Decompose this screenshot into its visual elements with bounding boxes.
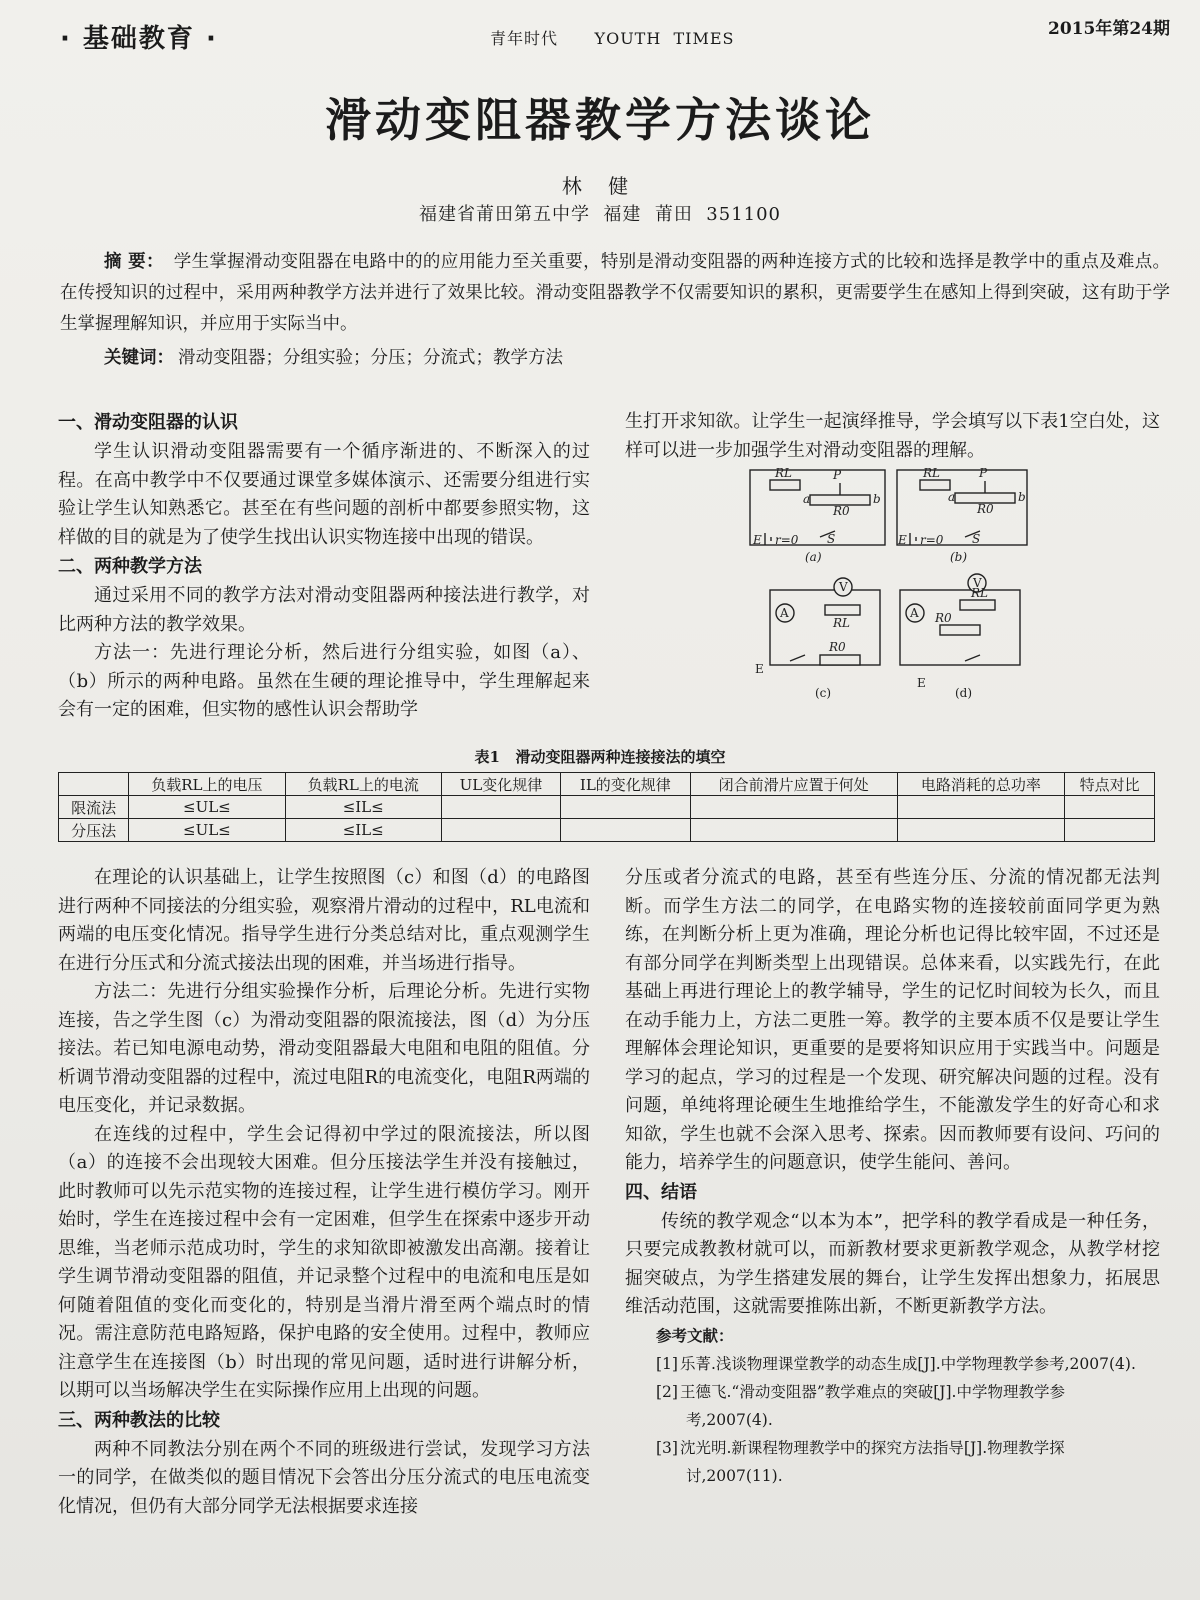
keywords [60,344,1160,369]
label-b-RL: RL [923,466,941,480]
paragraph: 方法一：先进行理论分析，然后进行分组实验，如图（a）、（b）所示的两种电路。虽然在生硬的理论推导中，学生理解起来会有一定的困难，但实物的感性认识会帮助学 [58,642,590,720]
paragraph: 在理论的认识基础上，让学生按照图（c）和图（d）的电路图进行两种不同接法的分组实验，观察滑片滑动的过程中，RL电流和两端的电压变化情况。指导学生进行分类总结对比，重点观测学生在进行分压式和分流式接法出现的困难，并当场进行指导。 [58,867,590,974]
circuit-figures [745,465,1165,710]
section-tag: · 基础教育 · [60,24,218,54]
circuit-c-R0-resistor [820,655,860,665]
article-author: 林 健 [561,174,639,198]
caption-d: (d) [955,686,973,700]
label-c-RL: RL [833,616,851,630]
table-cell [897,819,1065,842]
label-b-S: S [972,532,981,546]
keywords-text: 滑动变阻器；分组实验；分压；分流式；教学方法 [178,348,563,368]
label-d-R0: R0 [935,611,952,625]
label-b-r0: r=0 [920,533,944,547]
circuit-c-switch [790,655,805,661]
reference-continuation: 讨,2007(11). [686,1467,783,1485]
label-b-E: E [898,533,907,547]
label-a-S: S [827,532,836,546]
label-c-E: E [755,662,764,676]
circuit-b-RL-resistor [920,480,950,490]
table-cell [690,819,897,842]
table-header-cell: IL的变化规律 [560,773,690,796]
table-cell [441,796,560,819]
references-label: 参考文献： [656,1325,734,1345]
circuit-c-wire-frame [770,590,880,665]
table-row [59,819,1155,842]
label-a-R0: R0 [833,504,850,518]
caption-a: (a) [805,550,822,564]
reference-continuation: 考,2007(4). [686,1411,773,1429]
abstract-label: 摘 要： [104,252,164,272]
abstract-text: 学生掌握滑动变阻器在电路中的的应用能力至关重要，特别是滑动变阻器的两种连接方式的比较和选择是教学中的重点及难点。在传授知识的过程中，采用两种教学方法并进行了效果比较。滑动变阻器教学不仅需要知识的累积，更需要学生在感知上得到突破，这有助于学生掌握理解知识，并应用于实际当中。 [60,252,1171,334]
column-upper-left [58,408,590,725]
paragraph: 学生认识滑动变阻器需要有一个循序渐进的、不断深入的过程。在高中教学中不仅要通过课堂多媒体演示、还需要分组进行实验让学生认知熟悉它。甚至在有些问题的剖析中都要参照实物，这样做的目的就是为了使学生找出认识实物连接中出现的错误。 [58,441,590,548]
paragraph: 生打开求知欲。让学生一起演绎推导，学会填写以下表1空白处，这样可以进一步加强学生对滑动变阻器的理解。 [625,411,1160,461]
circuit-c-RL-resistor [825,605,860,615]
table-cell: ≤IL≤ [285,796,441,819]
label-c-R0: R0 [829,640,846,654]
label-a-a: a [803,492,811,506]
paragraph: 两种不同教法分别在两个不同的班级进行尝试，发现学习方法一的同学，在做类似的题目情况下会答出分压分流式的电压电流变化情况，但仍有大部分同学无法根据要求连接 [58,1438,590,1517]
table-header-cell: 特点对比 [1065,773,1155,796]
table-cell [690,796,897,819]
table-cell: 限流法 [59,796,129,819]
label-d-E: E [917,676,926,690]
circuit-d-R0-resistor [940,625,980,635]
label-b-b: b [1018,490,1026,504]
label-c-A: A [780,606,789,620]
fill-in-table [58,772,1155,842]
reference-list [625,1350,1160,1490]
journal-name: 青年时代 YOUTH TIMES [490,29,735,48]
label-a-E: E [753,533,762,547]
label-b-P: P [979,466,988,480]
reference-number: [3] [656,1439,678,1457]
keywords-label: 关键词： [104,348,174,368]
circuit-b [897,470,1027,545]
table-cell: ≤IL≤ [285,819,441,842]
section-heading: 一、滑动变阻器的认识 [58,412,238,433]
caption-c: (c) [815,686,832,700]
reference-text: 沈光明.新课程物理教学中的探究方法指导[J].物理教学探 [679,1439,1065,1457]
reference-item [625,1350,1160,1378]
author-affiliation: 福建省莆田第五中学 福建 莆田 351100 [418,204,782,225]
reference-number: [1] [656,1355,678,1373]
table-header-cell: 闭合前滑片应置于何处 [690,773,897,796]
label-a-b: b [873,492,881,506]
label-b-a: a [948,490,956,504]
label-c-V: V [839,580,848,594]
caption-b: (b) [950,550,968,564]
table-cell: ≤UL≤ [129,796,285,819]
reference-item [625,1378,1160,1406]
issue-number: 2015年第24期 [1048,19,1170,39]
page-header [0,14,1200,54]
column-lower-right [625,864,1160,1490]
column-lower-left [58,864,590,1521]
table-cell [441,819,560,842]
paragraph: 传统的教学观念“以本为本”，把学科的教学看成是一种任务，只要完成教教材就可以，而新教材要求更新教学观念，从教学材挖掘突破点，为学生搭建发展的舞台，让学生发挥出想象力，拓展思维活动范围，这就需要推陈出新，不断更新教学方法。 [625,1210,1160,1317]
table-row [59,773,1155,796]
label-d-A: A [910,606,919,620]
reference-text: 王德飞.“滑动变阻器”教学难点的突破[J].中学物理教学参 [679,1383,1065,1401]
label-d-RL: RL [971,586,989,600]
table-cell [560,796,690,819]
table-header-cell: 负载RL上的电压 [129,773,285,796]
label-d-V: V [973,576,982,590]
circuit-d-RL-resistor [960,600,995,610]
circuit-c [770,578,880,665]
table-header-cell: 电路消耗的总功率 [897,773,1065,796]
table-row [59,796,1155,819]
circuit-d-switch [965,655,980,661]
section-heading: 四、结语 [625,1181,697,1203]
label-a-r0: r=0 [775,533,799,547]
table-header-cell: UL变化规律 [441,773,560,796]
reference-number: [2] [656,1383,678,1401]
table-cell: 分压法 [59,819,129,842]
section-heading: 二、两种教学方法 [58,556,202,577]
circuit-b-wire-frame [897,470,1027,545]
label-a-P: P [833,468,842,482]
label-b-R0: R0 [977,502,994,516]
table-cell [1065,819,1155,842]
circuit-a-RL-resistor [770,480,800,490]
column-upper-right [625,408,1160,465]
table-caption: 表1 滑动变阻器两种连接接法的填空 [474,748,726,766]
section-heading: 三、两种教法的比较 [58,1409,220,1431]
paragraph: 通过采用不同的教学方法对滑动变阻器两种接法进行教学，对比两种方法的教学效果。 [58,585,590,635]
table-cell [897,796,1065,819]
table-header-cell: 负载RL上的电流 [285,773,441,796]
article-title: 滑动变阻器教学方法谈论 [325,93,875,147]
label-a-RL: RL [775,466,793,480]
paragraph: 分压或者分流式的电路，甚至有些连分压、分流的情况都无法判断。而学生方法二的同学，在电路实物的连接较前面同学更为熟练，在判断分析上更为准确，理论分析也记得比较牢固，不过还是有部分同学在判断类型上出现错误。总体来看，以实践先行，在此基础上再进行理论上的教学辅导，学生的记忆时间较为长久，而且在动手能力上，方法二更胜一筹。教学的主要本质不仅是要让学生理解体会理论知识，更重要的是要将知识应用于实践当中。问题是学习的起点，学习的过程是一个发现、研究解决问题的过程。没有问题，单纯将理论硬生生地推给学生，不能激发学生的好奇心和求知欲，学生也就不会深入思考、探索。因而教师要有设问、巧问的能力，培养学生的问题意识，使学生能问、善问。 [625,867,1160,1173]
paragraph: 在连线的过程中，学生会记得初中学过的限流接法，所以图（a）的连接不会出现较大困难。但分压接法学生并没有接触过，此时教师可以先示范实物的连接过程，让学生进行模仿学习。刚开始时，学生在连接过程中会有一定困难，但学生在探索中逐步开动思维，当老师示范成功时，学生的求知欲即被激发出高潮。接着让学生调节滑动变阻器的阻值，并记录整个过程中的电流和电压是如何随着阻值的变化而变化的，特别是当滑片滑至两个端点时的情况。需注意防范电路短路，保护电路的安全使用。过程中，教师应注意学生在连接图（b）时出现的常见问题，适时进行讲解分析，以期可以当场解决学生在实际操作应用上出现的问题。 [58,1123,590,1401]
abstract [60,247,1170,340]
table-header-cell [59,773,129,796]
table-cell: ≤UL≤ [129,819,285,842]
reference-item [625,1434,1160,1462]
table-cell [560,819,690,842]
table-cell [1065,796,1155,819]
circuit-a [750,470,885,545]
paragraph: 方法二：先进行分组实验操作分析，后理论分析。先进行实物连接，告之学生图（c）为滑动变阻器的限流接法，图（d）为分压接法。若已知电源电动势，滑动变阻器最大电阻和电阻的阻值。分析调节滑动变阻器的过程中，流过电阻R的电流变化，电阻R两端的电压变化，并记录数据。 [58,981,590,1116]
reference-text: 乐菁.浅谈物理课堂教学的动态生成[J].中学物理教学参考,2007(4). [679,1355,1136,1373]
